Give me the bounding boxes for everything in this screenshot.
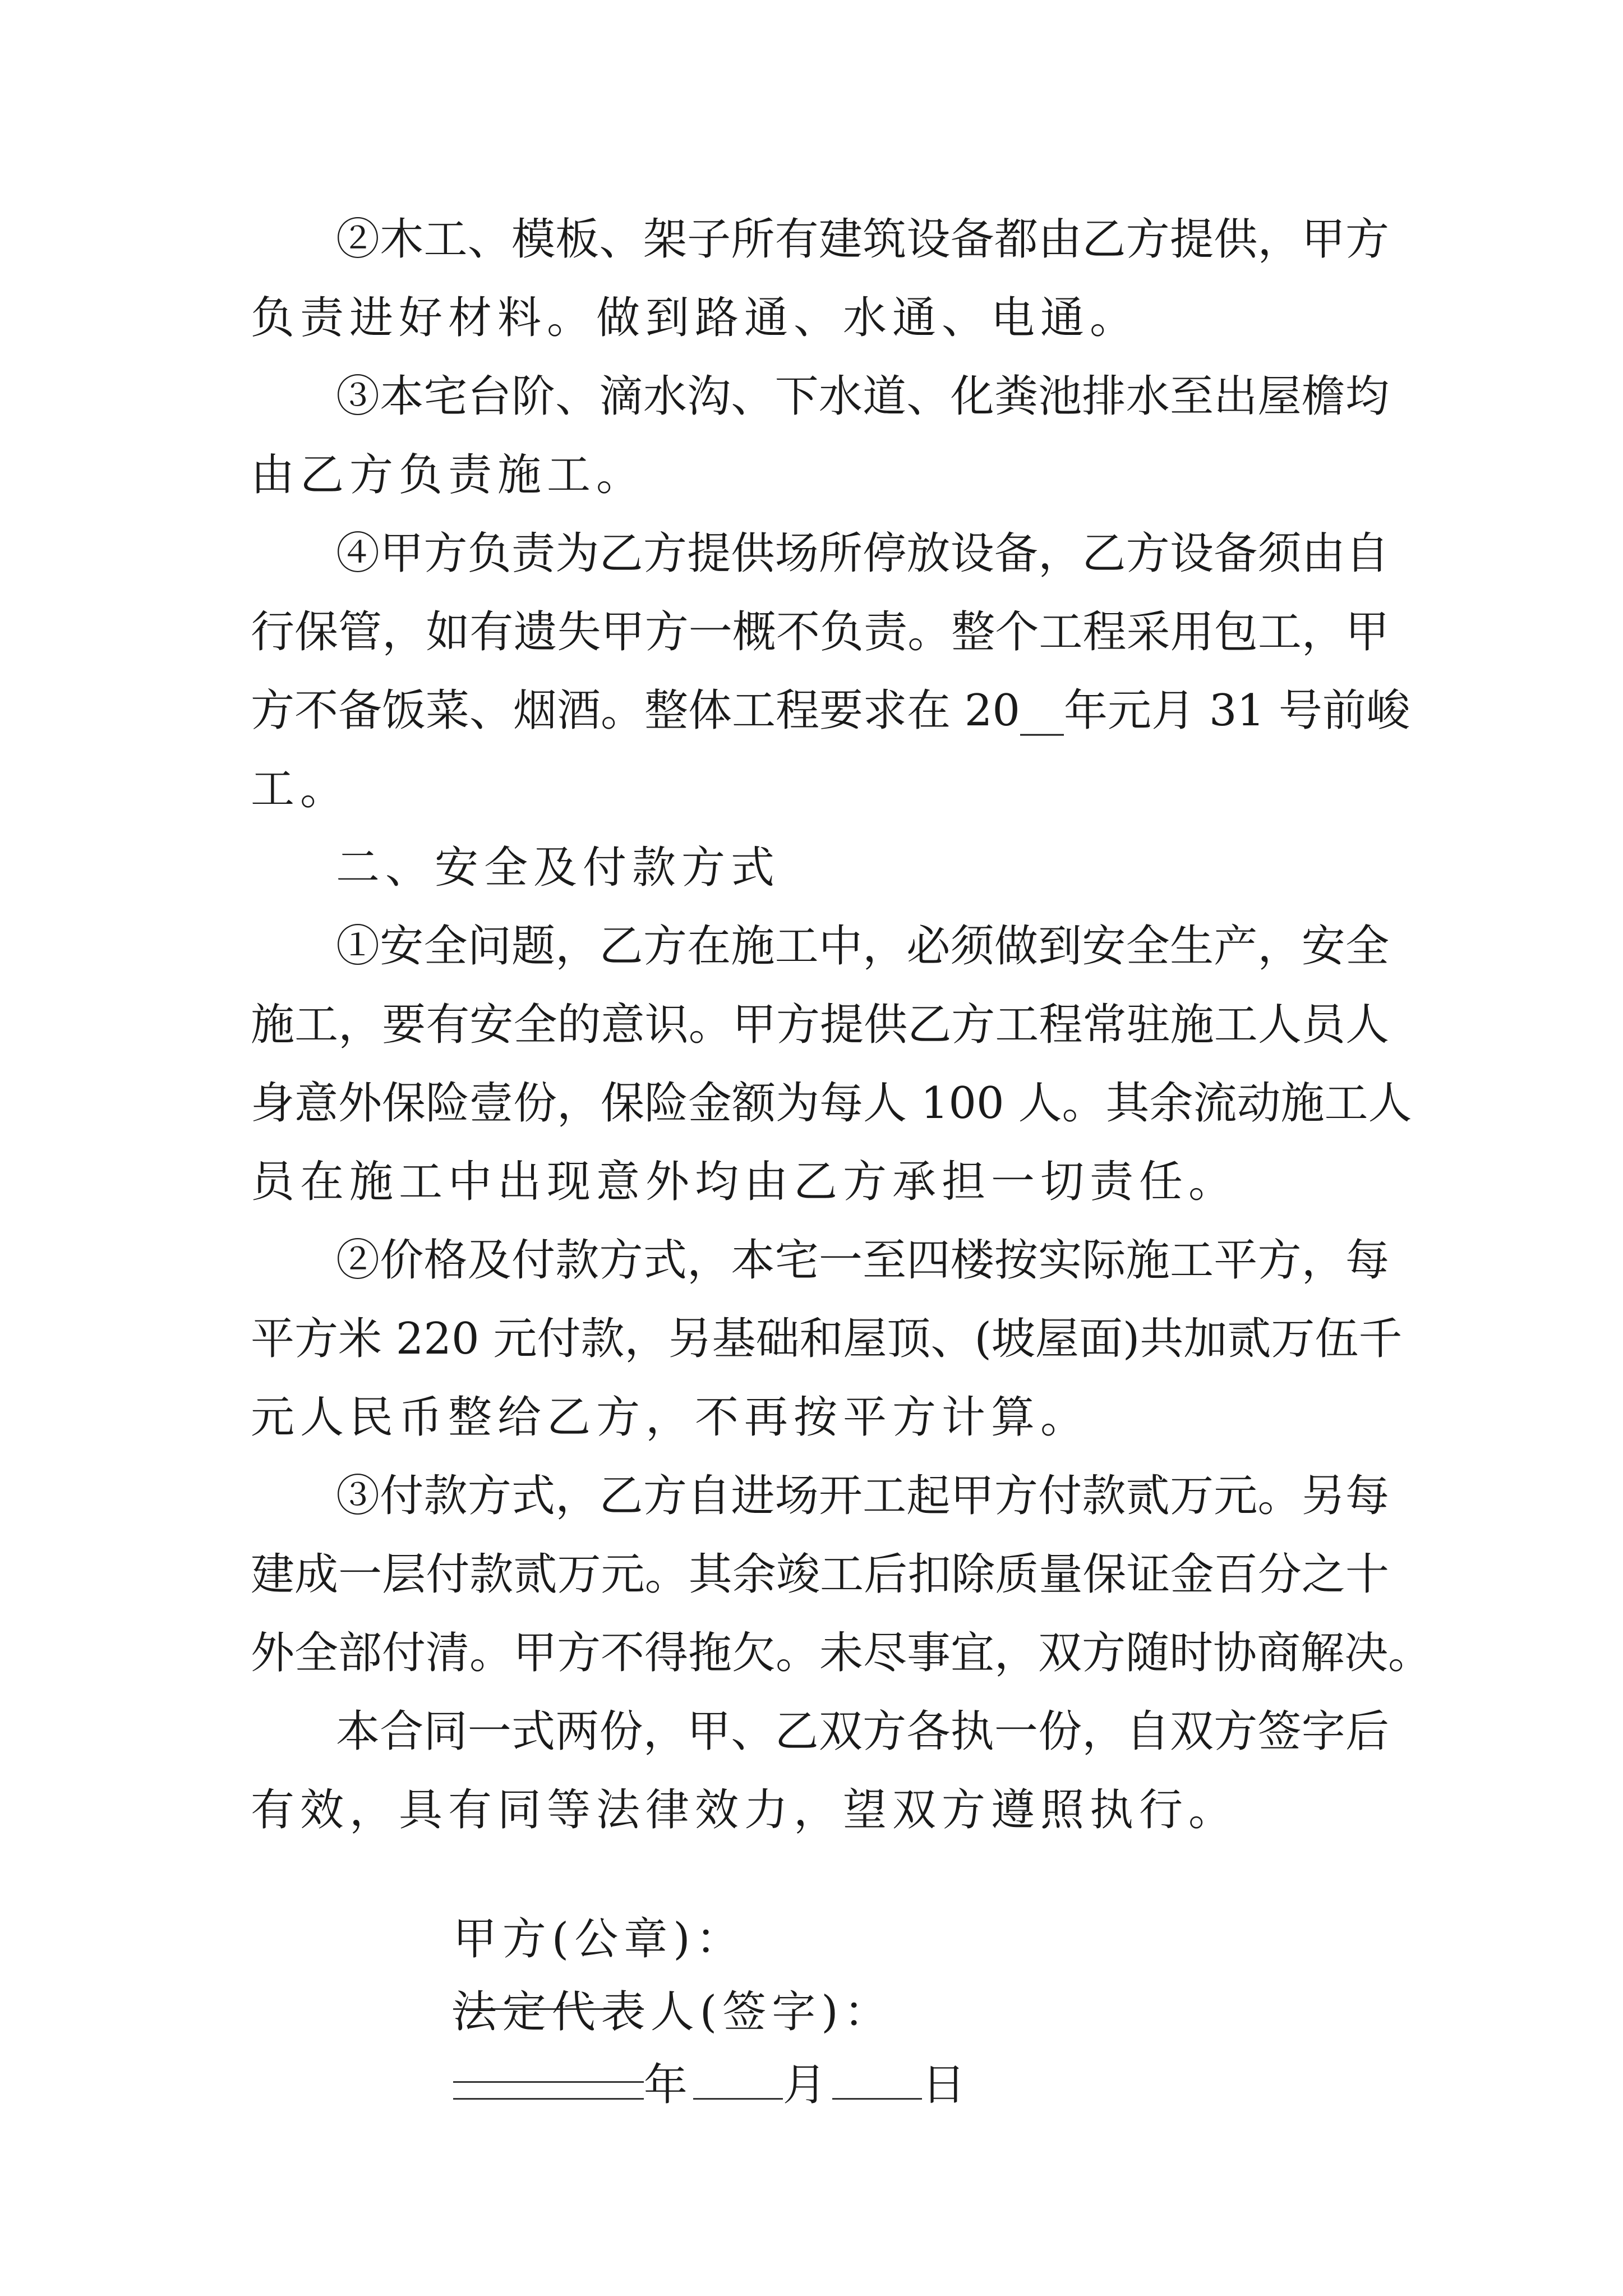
paragraph-line: ②价格及付款方式，本宅一至四楼按实际施工平方，每 [336,1235,1389,1286]
paragraph-line: 行保管，如有遗失甲方一概不负责。整个工程采用包工，甲 [251,607,1389,657]
paragraph-line: 外全部付清。甲方不得拖欠。未尽事宜，双方随时协商解决。 [251,1628,1432,1678]
paragraph-line: ④甲方负责为乙方提供场所停放设备，乙方设备须由自 [336,528,1389,579]
legal-rep-signature-row [336,1928,893,2037]
date-day-blank[interactable] [832,2064,922,2100]
paragraph-line: 工。 [251,764,350,815]
date-year-label: 年 [643,2060,693,2110]
paragraph-line: 由乙方负责施工。 [251,450,646,500]
paragraph-line: 元人民币整给乙方，不再按平方计算。 [251,1392,1090,1443]
paragraph-line: 身意外保险壹份，保险金额为每人 100 人。其余流动施工人 [251,1078,1412,1129]
paragraph-line: ③付款方式，乙方自进场开工起甲方付款贰万元。另每 [336,1471,1389,1521]
paragraph-line: 施工，要有安全的意识。甲方提供乙方工程常驻施工人员人 [251,1000,1389,1050]
date-year-blank[interactable] [453,2064,644,2100]
paragraph-line: 负责进好材料。做到路通、水通、电通。 [251,293,1140,343]
signing-date-row [336,2001,971,2110]
date-month-blank[interactable] [693,2064,783,2100]
paragraph-line: ②木工、模板、架子所有建筑设备都由乙方提供，甲方 [336,214,1389,265]
paragraph-line: 平方米 220 元付款，另基础和屋顶、(坡屋面)共加贰万伍千 [251,1314,1403,1364]
paragraph-line: 有效，具有同等法律效力，望双方遵照执行。 [251,1785,1238,1835]
legal-rep-signature-label: 法定代表人(签字)： [453,1987,893,2037]
paragraph-line: 本合同一式两份，甲、乙双方各执一份，自双方签字后 [336,1706,1389,1757]
paragraph-line: ①安全问题，乙方在施工中，必须做到安全生产，安全 [336,921,1389,972]
party-a-seal-row [336,1855,745,1964]
paragraph-line: 员在施工中出现意外均由乙方承担一切责任。 [251,1157,1238,1207]
date-month-label: 月 [782,2060,832,2110]
paragraph-line: 方不备饭菜、烟酒。整体工程要求在 20__年元月 31 号前峻 [251,685,1410,736]
paragraph-line: 建成一层付款贰万元。其余竣工后扣除质量保证金百分之十 [251,1549,1389,1600]
section-heading: 二、安全及付款方式 [336,843,781,893]
party-a-seal-label: 甲方(公章)： [453,1914,745,1964]
paragraph-line: ③本宅台阶、滴水沟、下水道、化粪池排水至出屋檐均 [336,371,1389,422]
date-day-label: 日 [921,2060,971,2110]
